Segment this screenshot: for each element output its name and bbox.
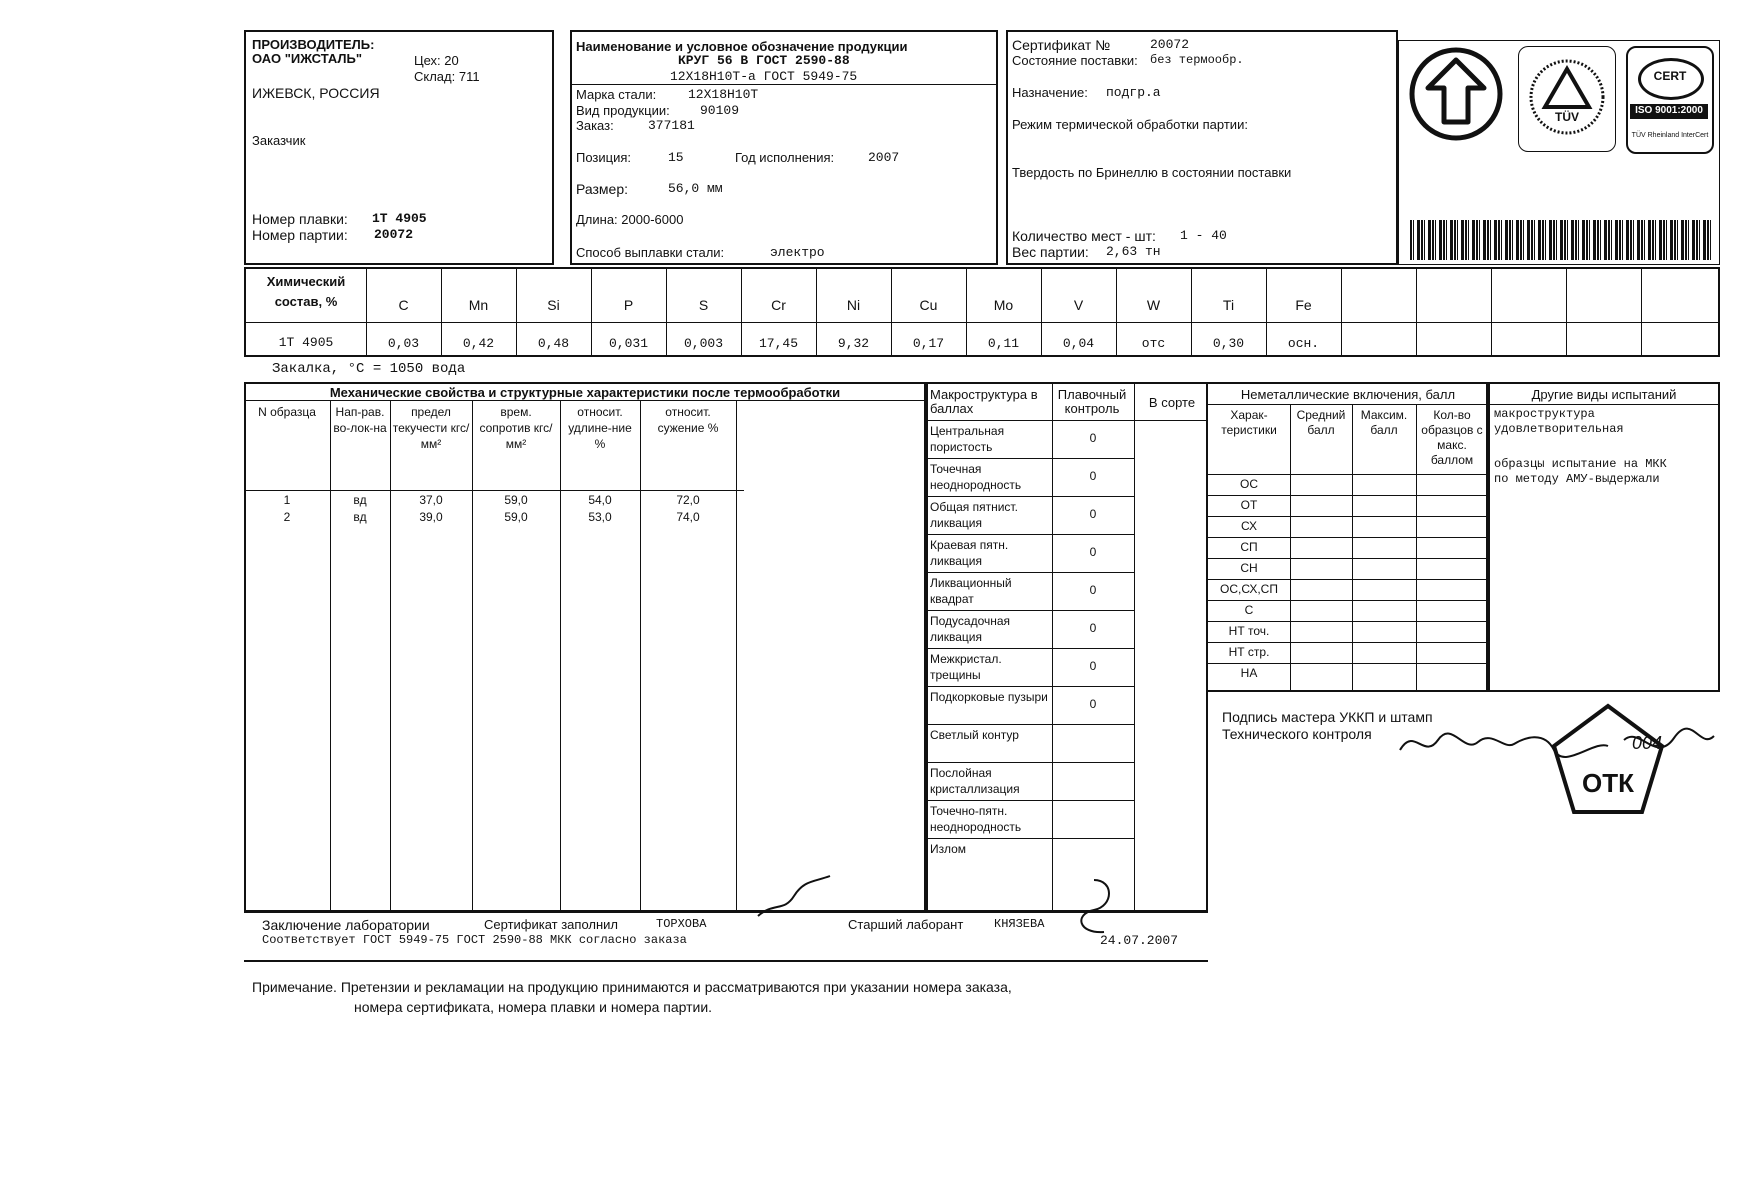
kind-label: Вид продукции:: [576, 103, 670, 118]
chem-element-value: 9,32: [837, 336, 870, 351]
otk-stamp-text: ОТК: [1582, 768, 1634, 798]
chem-element-value: 0,003: [683, 336, 723, 351]
macro-row-label: Точечная неоднородность: [930, 462, 1022, 492]
incl-row-label: ОС,СХ,СП: [1220, 582, 1278, 596]
incl-row-line: [1208, 516, 1488, 517]
macro-row-label: Светлый контур: [930, 728, 1019, 742]
mech-cell: 39,0: [419, 510, 443, 524]
mech-cell: вд: [353, 493, 367, 507]
chem-element-header: Ti: [1222, 297, 1235, 313]
mech-col-header: предел текучести кгс/мм²: [392, 405, 470, 451]
chem-element-header: Fe: [1295, 297, 1312, 313]
chem-element-value: 0,031: [608, 336, 648, 351]
macro-row-line: [926, 458, 1134, 459]
chem-element-header: V: [1073, 297, 1084, 313]
producer-workshop: Цех: 20: [414, 53, 459, 68]
incl-row-label: НТ стр.: [1228, 645, 1270, 659]
mech-col-header: относит. сужение %: [657, 405, 719, 435]
delivery-state-value: без термообр.: [1150, 53, 1244, 67]
mech-body-line: [244, 490, 744, 491]
macro-row-line: [926, 648, 1134, 649]
chem-element-value: 0,11: [987, 336, 1020, 351]
macro-row-label: Общая пятнист. ликвация: [930, 500, 1018, 530]
other-line1: макроструктура: [1494, 407, 1595, 421]
inclusions-header: Неметаллические включения, балл: [1240, 387, 1456, 402]
chem-element-header: W: [1146, 297, 1161, 313]
incl-row-line: [1208, 537, 1488, 538]
heat-mode-label: Режим термической обработки партии:: [1012, 117, 1248, 132]
chem-element-value: 17,45: [758, 336, 798, 351]
quench-text: Закалка, °С = 1050 вода: [272, 361, 466, 377]
order-value: 377181: [648, 118, 695, 133]
macro-row-value: 0: [1089, 659, 1097, 673]
tuv-cert-badge: [1626, 46, 1714, 154]
chem-element-header: S: [698, 297, 709, 313]
conclusion-date: 24.07.2007: [1100, 933, 1179, 948]
length-label: Длина: 2000-6000: [576, 212, 684, 227]
macro-row-label: Центральная пористость: [930, 424, 1005, 454]
year-label: Год исполнения:: [735, 150, 835, 165]
position-value: 15: [668, 150, 684, 165]
incl-row-line: [1208, 495, 1488, 496]
mech-col-line: [472, 400, 473, 912]
chem-element-header: Mo: [993, 297, 1014, 313]
chem-element-value: 0,48: [537, 336, 570, 351]
other-header: Другие виды испытаний: [1531, 387, 1677, 402]
producer-city: ИЖЕВСК, РОССИЯ: [252, 85, 380, 101]
macro-row-value: 0: [1089, 697, 1097, 711]
mech-cell: 53,0: [588, 510, 612, 524]
chem-element-value: 0,17: [912, 336, 945, 351]
incl-col-header: Максим. балл: [1360, 408, 1408, 437]
macro-row-label: Точечно-пятн. неоднородность: [930, 804, 1022, 834]
chem-element-header: P: [623, 297, 634, 313]
melt-header: Плавочный контроль: [1057, 387, 1127, 416]
heat-value: 1Т 4905: [372, 211, 427, 226]
chem-element-value: осн.: [1287, 336, 1320, 351]
incl-col-header: Кол-во образцов с макс. баллом: [1421, 408, 1483, 467]
mech-col-header: N образца: [258, 405, 316, 419]
other-line3: образцы испытание на МКК: [1494, 457, 1667, 471]
tuv-cert-text: CERT: [1653, 69, 1687, 83]
chem-element-value: 0,03: [387, 336, 420, 351]
macro-col2: [1134, 382, 1135, 912]
purpose-label: Назначение:: [1012, 85, 1088, 100]
macro-row-line: [926, 724, 1134, 725]
macro-row-line: [926, 762, 1134, 763]
producer-label: ПРОИЗВОДИТЕЛЬ:: [252, 37, 375, 52]
weight-value: 2,63 тн: [1106, 244, 1161, 259]
incl-row-label: ОС: [1240, 477, 1258, 491]
mech-cell: 59,0: [504, 510, 528, 524]
chem-element-header: Cu: [919, 297, 938, 313]
macro-row-label: Подусадочная ликвация: [930, 614, 1011, 644]
mech-header-line: [244, 400, 926, 401]
incl-row-line: [1208, 663, 1488, 664]
macro-row-value: 0: [1089, 469, 1097, 483]
chem-divider: [244, 322, 1720, 323]
mech-table: [244, 382, 926, 912]
macro-row-value: 0: [1089, 621, 1097, 635]
iso-text: ISO 9001:2000: [1630, 104, 1708, 119]
incl-row-line: [1208, 642, 1488, 643]
year-value: 2007: [868, 150, 900, 165]
sort-header: В сорте: [1148, 395, 1196, 410]
mech-col-header: Нап-рав. во-лок-на: [333, 405, 387, 435]
incl-row-line: [1208, 474, 1488, 475]
macro-row-label: Послойная кристаллизация: [930, 766, 1020, 796]
incl-row-label: СХ: [1241, 519, 1257, 533]
producer-warehouse: Склад: 711: [414, 69, 480, 84]
mech-col-line: [640, 400, 641, 912]
macro-header: Макроструктура в баллах: [930, 387, 1038, 416]
mech-cell: 37,0: [419, 493, 443, 507]
tuv-footer-text: TÜV Rheinland InterCert: [1631, 132, 1709, 139]
chem-col-line: [1491, 267, 1492, 357]
incl-row-line: [1208, 621, 1488, 622]
senior-value: КНЯЗЕВА: [994, 917, 1045, 931]
chem-col-line: [1641, 267, 1642, 357]
macro-row-label: Подкорковые пузыри: [930, 690, 1048, 704]
cert-no-label: Сертификат №: [1012, 37, 1111, 53]
chem-element-value: 0,30: [1212, 336, 1245, 351]
lab-signature-icon: [754, 872, 834, 922]
inclusions-header-line: [1208, 404, 1488, 405]
qty-value: 1 - 40: [1180, 228, 1227, 243]
macro-row-line: [926, 496, 1134, 497]
incl-row-label: СН: [1240, 561, 1258, 575]
signature-label-1: Подпись мастера УККП и штамп: [1222, 709, 1433, 725]
mech-cell: 54,0: [588, 493, 612, 507]
macro-row-label: Ликвационный квадрат: [930, 576, 1012, 606]
cert-no-value: 20072: [1150, 37, 1190, 52]
mech-col-header: относит. удлине-ние %: [568, 405, 632, 451]
incl-col-line: [1290, 404, 1291, 692]
mech-header: Механические свойства и структурные характеристики после термообработки: [329, 385, 841, 400]
incl-row-label: С: [1244, 603, 1254, 617]
chem-element-header: Si: [547, 297, 560, 313]
incl-row-line: [1208, 579, 1488, 580]
note-line2: номера сертификата, номера плавки и номера партии.: [354, 999, 713, 1015]
customer-label: Заказчик: [252, 133, 306, 148]
incl-col-header: Средний балл: [1296, 408, 1346, 437]
delivery-state-label: Состояние поставки:: [1012, 53, 1138, 68]
hardness-label: Твердость по Бринеллю в состоянии поставки: [1012, 165, 1292, 180]
other-line4: по методу АМУ-выдержали: [1494, 472, 1660, 486]
mech-col-line: [736, 400, 737, 912]
incl-col-header: Харак-теристики: [1221, 408, 1277, 437]
product-divider: [570, 84, 998, 85]
mech-cell: 1: [283, 493, 291, 507]
conclusion-text: Соответствует ГОСТ 5949-75 ГОСТ 2590-88 МКК согласно заказа: [262, 933, 687, 947]
grade-label: Марка стали:: [576, 87, 657, 102]
signature-label-2: Технического контроля: [1222, 726, 1372, 742]
mech-cell: 72,0: [676, 493, 700, 507]
conclusion-bottom-line: [244, 960, 1208, 962]
macro-row-line: [926, 800, 1134, 801]
macro-row-value: 0: [1089, 507, 1097, 521]
chem-col-line: [1416, 267, 1417, 357]
note-line1: Примечание. Претензии и рекламации на продукцию принимаются и рассматриваются при указании номера заказа,: [252, 979, 1012, 995]
qty-label: Количество мест - шт:: [1012, 228, 1156, 244]
senior-signature-icon: [1064, 876, 1124, 936]
chem-element-value: 0,42: [462, 336, 495, 351]
chem-element-header: Cr: [771, 297, 786, 313]
chem-col-line: [1341, 267, 1342, 357]
chem-col-line: [1566, 267, 1567, 357]
macro-row-value: 0: [1089, 545, 1097, 559]
tuv-triangle-icon: [1519, 47, 1615, 151]
macro-row-label: Межкристал. трещины: [930, 652, 1002, 682]
heat-label: Номер плавки:: [252, 211, 348, 227]
product-line1: КРУГ 56 В ГОСТ 2590-88: [678, 53, 850, 68]
producer-company: ОАО "ИЖСТАЛЬ": [252, 51, 363, 66]
macro-row-value: 0: [1089, 431, 1097, 445]
purpose-value: подгр.а: [1106, 85, 1161, 100]
macro-row-line: [926, 610, 1134, 611]
mech-col-line: [330, 400, 331, 912]
mech-col-header: врем. сопротив кгс/мм²: [479, 405, 553, 451]
incl-row-label: ОТ: [1240, 498, 1258, 512]
mech-cell: вд: [353, 510, 367, 524]
macro-row-line: [926, 572, 1134, 573]
mech-cell: 2: [283, 510, 291, 524]
conclusion-label: Заключение лаборатории: [262, 917, 430, 933]
other-header-line: [1488, 404, 1720, 405]
size-value: 56,0 мм: [668, 181, 723, 196]
incl-row-line: [1208, 558, 1488, 559]
filled-label: Сертификат заполнил: [484, 917, 619, 932]
kind-value: 90109: [700, 103, 740, 118]
filled-value: ТОРХОВА: [656, 917, 707, 931]
chem-element-header: Mn: [468, 297, 489, 313]
product-title: Наименование и условное обозначение продукции: [576, 39, 908, 54]
chem-element-value: отс: [1141, 336, 1166, 351]
smelt-label: Способ выплавки стали:: [576, 245, 725, 260]
other-line2: удовлетворительная: [1494, 422, 1624, 436]
macro-col1: [1052, 382, 1053, 912]
batch-value: 20072: [374, 227, 414, 242]
mech-cell: 74,0: [676, 510, 700, 524]
mech-cell: 59,0: [504, 493, 528, 507]
macro-row-label: Излом: [930, 842, 967, 856]
tuv-text: TÜV: [1555, 110, 1579, 124]
incl-row-label: СП: [1240, 540, 1258, 554]
incl-row-label: НТ точ.: [1228, 624, 1270, 638]
order-label: Заказ:: [576, 118, 614, 133]
macro-row-value: 0: [1089, 583, 1097, 597]
chem-row-label: 1Т 4905: [278, 335, 334, 350]
size-label: Размер:: [576, 181, 629, 197]
otk-stamp-icon: [1548, 700, 1668, 820]
otk-stamp-number: 004: [1632, 733, 1663, 753]
macro-row-line: [926, 838, 1134, 839]
smelt-value: электро: [770, 245, 825, 260]
mech-col-line: [560, 400, 561, 912]
macro-row-line: [926, 534, 1134, 535]
arrow-logo-icon: [1408, 46, 1504, 142]
chem-element-header: Ni: [846, 297, 861, 313]
mech-col-line: [390, 400, 391, 912]
chem-header: Химический состав, %: [266, 274, 346, 309]
weight-label: Вес партии:: [1012, 244, 1089, 260]
senior-label: Старший лаборант: [848, 917, 964, 932]
incl-row-line: [1208, 600, 1488, 601]
batch-label: Номер партии:: [252, 227, 348, 243]
macro-row-line: [926, 420, 1208, 421]
chem-element-value: 0,04: [1062, 336, 1095, 351]
incl-col-line: [1352, 404, 1353, 692]
chem-element-header: C: [398, 297, 409, 313]
product-line2: 12Х18Н10Т-а ГОСТ 5949-75: [670, 69, 858, 84]
incl-row-label: НА: [1240, 666, 1258, 680]
position-label: Позиция:: [576, 150, 632, 165]
tuv-badge: [1518, 46, 1616, 152]
macro-row-label: Краевая пятн. ликвация: [930, 538, 1009, 568]
grade-value: 12Х18Н10Т: [688, 87, 759, 102]
barcode: [1410, 220, 1714, 260]
macro-row-line: [926, 686, 1134, 687]
